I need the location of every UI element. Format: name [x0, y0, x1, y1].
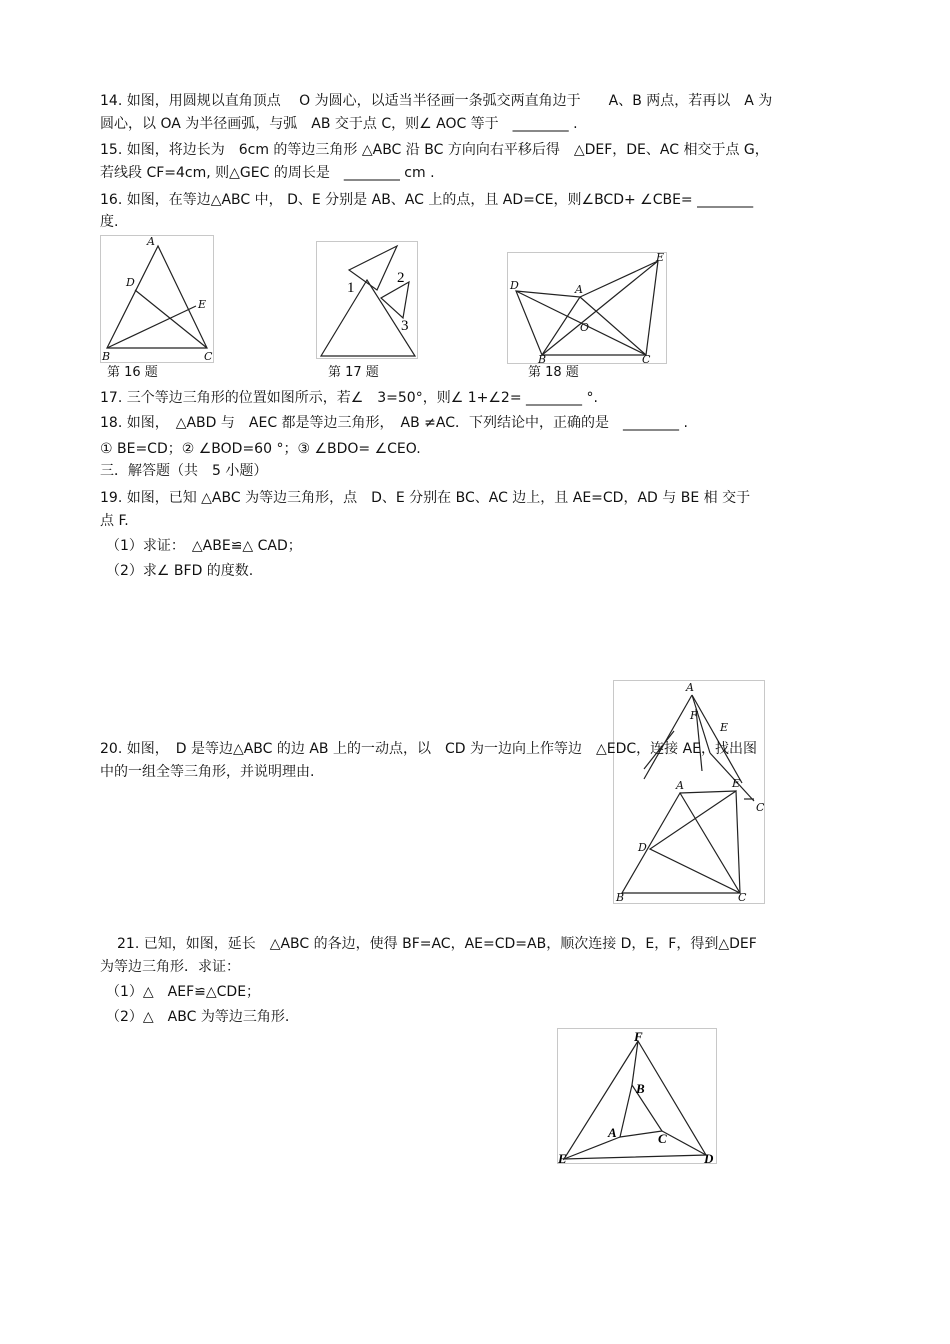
q21-part2: （2）△ ABC 为等边三角形. — [106, 1009, 290, 1025]
q17-line1: 17. 三个等边三角形的位置如图所示，若∠ 3=50°，则∠ 1+∠2= ________ °. — [100, 390, 598, 406]
fig20-top-label-a: A — [686, 681, 694, 694]
fig16-label-d: D — [126, 276, 135, 289]
q19-part1: （1）求证： △ABE≌△ CAD； — [106, 538, 302, 554]
q21-line1: 21. 已知，如图，延长 △ABC 的各边，使得 BF=AC，AE=CD=AB，顺次连接 D，E，F，得到△DEF — [117, 936, 757, 952]
fig21-label-f: F — [634, 1029, 643, 1044]
fig21-label-b: B — [636, 1081, 645, 1096]
fig16-label-a: A — [147, 236, 155, 248]
q20-line2: 中的一组全等三角形，并说明理由. — [100, 764, 315, 780]
fig20-line-ae — [680, 791, 736, 793]
fig18-label-b: B — [538, 353, 547, 363]
fig16-line-be — [107, 306, 196, 348]
fig18-label-e: E — [656, 253, 665, 264]
caption-q17: 第 17 题 — [328, 365, 379, 380]
figure-21 — [557, 1028, 717, 1164]
fig18-line-be — [542, 261, 658, 355]
figure-18 — [507, 252, 667, 364]
q14-line1: 14. 如图，用圆规以直角顶点 O 为圆心，以适当半径画一条弧交两直角边于 A、B 两点，若再以 A 为 — [100, 93, 773, 109]
fig18-label-o: O — [580, 321, 590, 334]
fig20-label-e: E — [732, 777, 741, 790]
fig20-top-label-c: C — [756, 801, 764, 814]
section-3-heading: 三．解答题（共 5 小题） — [100, 463, 268, 479]
fig21-label-e: E — [558, 1151, 567, 1163]
q15-line2: 若线段 CF=4cm, 则△GEC 的周长是 ________ cm . — [100, 165, 435, 181]
fig18-triangle-aec — [580, 261, 658, 355]
q16-line1: 16. 如图，在等边△ABC 中， D、E 分别是 AB、AC 上的点，且 AD=CE，则∠BCD+ ∠CBE= ________ — [100, 192, 754, 208]
figure-16 — [100, 235, 214, 363]
fig16-triangle-abc — [107, 246, 207, 348]
fig18-label-c: C — [642, 353, 651, 363]
fig18-label-a: A — [575, 283, 583, 296]
fig16-label-c: C — [204, 350, 213, 362]
fig16-label-e: E — [198, 298, 207, 311]
fig17-label-3: 3 — [401, 318, 409, 334]
fig20-top-label-f: F — [690, 709, 698, 722]
fig21-label-d: D — [704, 1151, 714, 1163]
q16-line2: 度. — [100, 214, 119, 230]
fig21-label-a: A — [608, 1125, 617, 1140]
fig20-label-d: D — [638, 841, 647, 854]
q19-part2: （2）求∠ BFD 的度数. — [106, 563, 254, 579]
fig20-label-a: A — [676, 779, 684, 792]
fig20-top-label-e: E — [720, 721, 729, 734]
q19-line1: 19. 如图，已知 △ABC 为等边三角形，点 D、E 分别在 BC、AC 边上，且 AE=CD，AD 与 BE 相 交于 — [100, 490, 751, 506]
fig17-label-1: 1 — [347, 280, 355, 296]
fig17-triangle-right — [381, 282, 409, 318]
fig20-triangle-edc — [650, 791, 740, 893]
fig16-label-b: B — [102, 350, 111, 362]
fig16-line-dc — [135, 290, 207, 348]
q21-part1: （1）△ AEF≌△CDE； — [106, 984, 261, 1000]
figure-17 — [316, 241, 418, 359]
q21-line2: 为等边三角形．求证： — [100, 959, 240, 975]
figure-20 — [613, 680, 765, 904]
fig20-top-line-1 — [644, 695, 692, 779]
q19-line2: 点 F. — [100, 513, 129, 529]
fig20-label-b: B — [616, 891, 625, 903]
q14-line2: 圆心，以 OA 为半径画弧，与弧 AB 交于点 C，则∠ AOC 等于 ________ . — [100, 116, 578, 132]
fig21-line-fb — [632, 1041, 638, 1085]
fig17-label-2: 2 — [397, 270, 405, 286]
q20-line1: 20. 如图， D 是等边△ABC 的边 AB 上的一动点，以 CD 为一边向上作等边 △EDC，连接 AE，找出图 — [100, 741, 757, 757]
q15-line1: 15. 如图，将边长为 6cm 的等边三角形 △ABC 沿 BC 方向向右平移后得 △DEF，DE、AC 相交于点 G， — [100, 142, 769, 158]
fig21-label-c: C — [658, 1131, 667, 1146]
q18-line2: ① BE=CD；② ∠BOD=60 °；③ ∠BDO= ∠CEO. — [100, 441, 421, 457]
fig20-label-c: C — [738, 891, 747, 903]
caption-q16: 第 16 题 — [107, 365, 158, 380]
caption-q18: 第 18 题 — [528, 365, 579, 380]
q18-line1: 18. 如图， △ABD 与 AEC 都是等边三角形， AB ≠AC．下列结论中，正确的是 ________ . — [100, 415, 688, 431]
fig18-label-d: D — [510, 279, 519, 292]
fig18-triangle-abd — [516, 291, 580, 355]
fig17-triangle-top — [349, 246, 397, 290]
fig21-line-ea — [564, 1137, 620, 1159]
